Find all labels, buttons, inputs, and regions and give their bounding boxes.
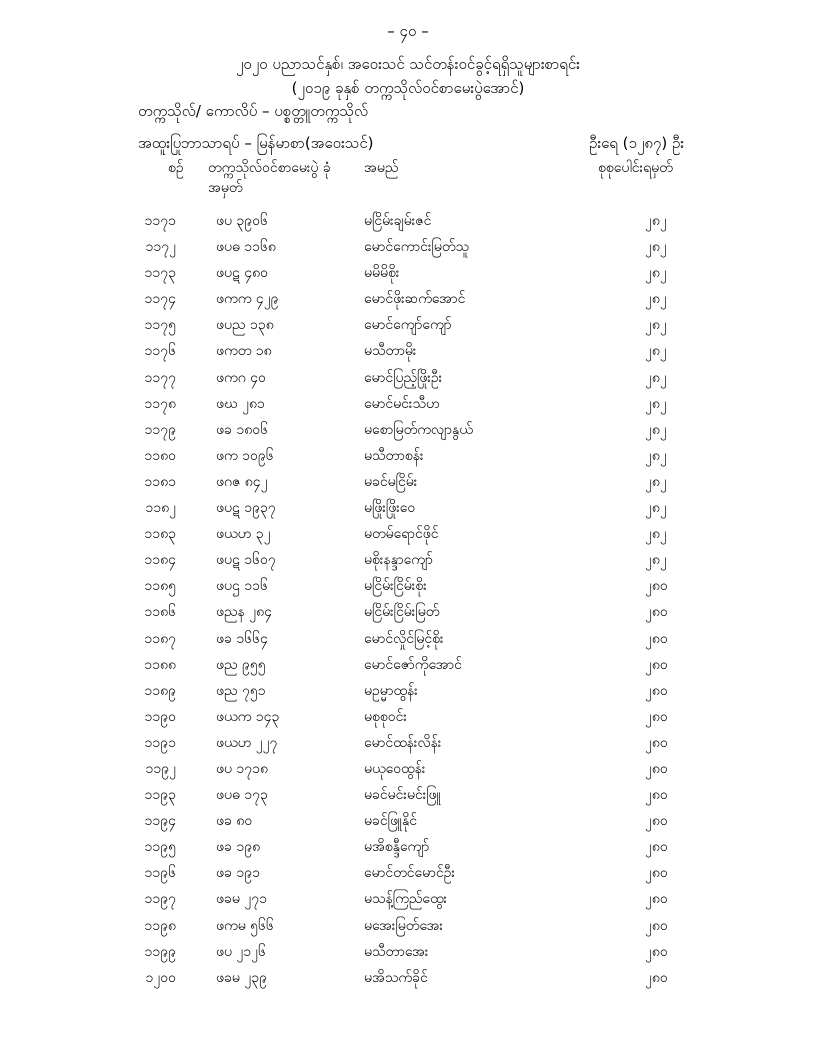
row-exam-roll: ဖယက ၁၄၃ <box>216 708 280 725</box>
row-student-name: မောင်မင်းသီဟ <box>364 395 440 412</box>
row-serial-no: ၁၁၈၄ <box>144 552 176 569</box>
row-student-name: မောင်ဇော်ကိုအောင် <box>364 656 462 673</box>
row-total-marks: ၂၈၂ <box>645 500 667 517</box>
row-exam-roll: ဖညန ၂၈၄ <box>216 604 272 621</box>
row-student-name: မောင်ကောင်းမြတ်သူ <box>364 239 470 256</box>
header-total-marks: စုစုပေါင်းရမှတ် <box>598 160 673 176</box>
row-exam-roll: ဖယဟ ၂၂၇ <box>216 734 278 751</box>
row-student-name: မခင်ဖြူနိုင် <box>364 813 418 830</box>
table-row <box>0 262 816 288</box>
row-serial-no: ၁၁၉၁ <box>144 734 176 751</box>
row-student-name: မငြိမ်းငြိမ်းစိုး <box>364 578 427 595</box>
row-student-name: မစောမြတ်ကလျာနွယ် <box>364 421 473 438</box>
row-total-marks: ၂၈၂ <box>645 473 667 490</box>
row-total-marks: ၂၈၀ <box>645 760 668 777</box>
row-student-name: မအိစန္ဒီကျော် <box>364 839 430 856</box>
row-exam-roll: ဖပဋ ၁၆၀၇ <box>216 552 276 569</box>
row-exam-roll: ဖည ၇၅၁ <box>216 682 266 699</box>
row-total-marks: ၂၈၀ <box>645 604 668 621</box>
row-exam-roll: ဖကတ ၁၈ <box>216 343 272 360</box>
table-row <box>0 628 816 654</box>
row-exam-roll: ဖပဓ ၁၁၆၈ <box>216 239 276 256</box>
table-row <box>0 680 816 706</box>
row-serial-no: ၁၁၈၆ <box>144 604 176 621</box>
row-total-marks: ၂၈၀ <box>645 917 668 934</box>
table-row <box>0 419 816 445</box>
row-serial-no: ၁၁၉၈ <box>144 917 176 934</box>
row-student-name: မသီတာအေး <box>364 943 429 960</box>
row-student-name: မအိသက်ခိုင် <box>364 969 428 986</box>
row-total-marks: ၂၈၀ <box>645 708 668 725</box>
title-line-2: (၂၀၁၉ ခုနှစ် တက္ကသိုလ်ဝင်စာမေးပွဲအောင်) <box>291 79 525 97</box>
row-exam-roll: ဖည ၉၅၅ <box>216 656 266 673</box>
row-serial-no: ၁၁၈၉ <box>144 682 176 699</box>
table-row <box>0 941 816 967</box>
row-exam-roll: ဖပဋ ၄၈၀ <box>216 265 268 282</box>
row-student-name: မသီတာမိုး <box>364 343 417 360</box>
table-row <box>0 862 816 888</box>
row-student-name: မောင်တင်မောင်ဦး <box>364 865 455 882</box>
row-total-marks: ၂၈၀ <box>645 865 668 882</box>
row-student-name: မောင်ထန်းလိန်း <box>364 734 442 751</box>
row-student-name: မောင်ဖိုးဆက်အောင် <box>364 291 466 308</box>
row-student-name: မခင်မင်းမင်းဖြူ <box>364 787 441 804</box>
table-row <box>0 393 816 419</box>
row-total-marks: ၂၈၂ <box>645 552 667 569</box>
row-serial-no: ၁၁၉၂ <box>145 760 176 777</box>
row-exam-roll: ဖပ ၁၇၁၈ <box>216 760 269 777</box>
row-serial-no: ၁၁၉၀ <box>144 708 176 725</box>
row-exam-roll: ဖခ ၁၆၆၄ <box>216 630 268 647</box>
row-exam-roll: ဖက ၁၀၉၆ <box>216 447 274 464</box>
table-row <box>0 471 816 497</box>
table-row <box>0 784 816 810</box>
row-exam-roll: ဖယဟ ၃၂ <box>216 526 271 543</box>
row-serial-no: ၁၁၉၅ <box>144 839 176 856</box>
row-total-marks: ၂၈၀ <box>645 682 668 699</box>
header-exam-roll: တက္ကသိုလ်ဝင်စာမေးပွဲ ခုံအမှတ် <box>208 160 331 196</box>
row-total-marks: ၂၈၀ <box>645 943 668 960</box>
row-serial-no: ၁၁၇၃ <box>144 265 176 282</box>
title-line-1: ၂၀၂၀ ပညာသင်နှစ်၊ အဝေးသင် သင်တန်းဝင်ခွင့်ရရှိသူများစာရင်း <box>236 55 580 73</box>
row-student-name: မငြိမ်းချမ်းဇင် <box>364 213 432 229</box>
row-exam-roll: ဖပဓ ၁၇၃ <box>216 787 268 804</box>
table-row <box>0 497 816 523</box>
table-row <box>0 836 816 862</box>
header-serial-no: စဉ် <box>168 160 184 176</box>
row-exam-roll: ဖခမ ၂၃၉ <box>216 969 267 986</box>
page-number: – ၄၀ – <box>387 22 429 40</box>
row-serial-no: ၁၁၇၂ <box>145 239 176 256</box>
student-count: ဦးရေ (၁၂၈၇) ဦး <box>589 134 685 152</box>
row-total-marks: ၂၈၂ <box>645 395 667 412</box>
row-exam-roll: ဖခ ၁၈၀၆ <box>216 421 268 438</box>
row-serial-no: ၁၁၉၇ <box>144 891 176 908</box>
row-total-marks: ၂၈၂ <box>645 317 667 334</box>
row-total-marks: ၂၈၂ <box>645 265 667 282</box>
row-total-marks: ၂၈၂ <box>645 239 667 256</box>
table-row <box>0 288 816 314</box>
row-exam-roll: ဖပဋ ၁၉၃၇ <box>216 500 276 517</box>
row-total-marks: ၂၈၂ <box>645 526 667 543</box>
row-serial-no: ၁၁၇၁ <box>144 213 176 229</box>
row-total-marks: ၂၈၀ <box>645 813 668 830</box>
row-serial-no: ၁၁၈၀ <box>144 447 176 464</box>
row-student-name: မယုဝေထွန်း <box>364 760 426 777</box>
table-row <box>0 706 816 732</box>
table-row <box>0 367 816 393</box>
row-student-name: မဥမ္မာထွန်း <box>364 682 418 699</box>
table-row <box>0 445 816 471</box>
row-exam-roll: ဖခ ၈၀ <box>216 813 253 830</box>
row-serial-no: ၁၁၉၉ <box>144 943 176 960</box>
table-row <box>0 654 816 680</box>
row-exam-roll: ဖကမ ၅၆၆ <box>216 917 274 934</box>
row-serial-no: ၁၁၈၃ <box>144 526 176 543</box>
row-serial-no: ၁၁၈၇ <box>144 630 176 647</box>
row-student-name: မငြိမ်းငြိမ်းမြတ် <box>364 604 440 621</box>
row-total-marks: ၂၈၀ <box>645 891 668 908</box>
row-serial-no: ၁၁၈၅ <box>144 578 176 595</box>
row-serial-no: ၁၁၇၇ <box>144 369 176 386</box>
row-total-marks: ၂၈၀ <box>645 734 668 751</box>
row-student-name: မမိမိစိုး <box>364 265 400 282</box>
student-list <box>0 210 816 993</box>
row-exam-roll: ဖပ ၃၉၀၆ <box>216 213 268 229</box>
row-exam-roll: ဖဂဇ ၈၄၂ <box>216 473 268 490</box>
row-exam-roll: ဖခမ ၂၇၁ <box>216 891 267 908</box>
row-student-name: မစုစုဝင်း <box>364 708 407 725</box>
table-row <box>0 340 816 366</box>
row-serial-no: ၁၁၇၄ <box>144 291 176 308</box>
row-student-name: မသန့်ကြည်ထွေး <box>364 891 448 908</box>
row-total-marks: ၂၈၀ <box>645 656 668 673</box>
row-student-name: မတမ်ရောင်ဖိုင် <box>364 526 439 543</box>
row-student-name: မစိုးနန္ဒာကျော် <box>364 552 433 569</box>
row-exam-roll: ဖကဂ ၄၀ <box>216 369 266 386</box>
table-row <box>0 575 816 601</box>
row-serial-no: ၁၁၇၅ <box>144 317 176 334</box>
row-serial-no: ၁၁၈၈ <box>144 656 176 673</box>
row-exam-roll: ဖကက ၄၂၉ <box>216 291 279 308</box>
row-total-marks: ၂၈၀ <box>645 630 668 647</box>
row-student-name: မခင်မငြိမ်း <box>364 473 418 490</box>
table-row <box>0 810 816 836</box>
row-serial-no: ၁၁၉၆ <box>144 865 176 882</box>
row-serial-no: ၁၁၇၈ <box>144 395 176 412</box>
row-total-marks: ၂၈၂ <box>645 291 667 308</box>
table-row <box>0 523 816 549</box>
table-row <box>0 549 816 575</box>
table-row <box>0 314 816 340</box>
row-exam-roll: ဖပည ၁၃၈ <box>216 317 274 334</box>
row-total-marks: ၂၈၂ <box>645 343 667 360</box>
row-total-marks: ၂၈၂ <box>645 421 667 438</box>
row-total-marks: ၂၈၀ <box>645 578 668 595</box>
row-serial-no: ၁၁၇၉ <box>144 421 176 438</box>
table-row <box>0 967 816 993</box>
row-total-marks: ၂၈၀ <box>645 969 668 986</box>
row-serial-no: ၁၁၈၂ <box>145 500 176 517</box>
row-exam-roll: ဖခ ၁၉၈ <box>216 839 261 856</box>
row-student-name: မဖြိုးဖြိုးဝေ <box>364 500 416 517</box>
row-exam-roll: ဖခ ၁၉၁ <box>216 865 260 882</box>
row-serial-no: ၁၁၉၃ <box>144 787 176 804</box>
row-total-marks: ၂၈၂ <box>645 213 667 229</box>
table-row <box>0 732 816 758</box>
table-row <box>0 210 816 236</box>
table-row <box>0 758 816 784</box>
row-total-marks: ၂၈၂ <box>645 369 667 386</box>
row-serial-no: ၁၁၉၄ <box>144 813 176 830</box>
subject-line: အထူးပြုဘာသာရပ် – မြန်မာစာ(အဝေးသင်) <box>138 134 374 152</box>
row-student-name: မောင်ကျော်ကျော် <box>364 317 452 334</box>
university-line: တက္ကသိုလ်/ ကောလိပ် – ပစ္စတ္တူတက္ကသိုလ် <box>138 102 369 120</box>
row-student-name: မောင်ပြည့်ဖြိုးဦး <box>364 369 443 386</box>
row-serial-no: ၁၁၈၁ <box>144 473 176 490</box>
row-total-marks: ၂၈၂ <box>645 447 667 464</box>
row-exam-roll: ဖပဌ ၁၁၆ <box>216 578 268 595</box>
row-student-name: မအေးမြတ်အေး <box>364 917 443 934</box>
row-exam-roll: ဖဃ ၂၈၁ <box>216 395 265 412</box>
table-row <box>0 601 816 627</box>
row-serial-no: ၁၂၀၀ <box>145 969 176 986</box>
table-row <box>0 236 816 262</box>
row-total-marks: ၂၈၀ <box>645 787 668 804</box>
table-row <box>0 915 816 941</box>
row-serial-no: ၁၁၇၆ <box>144 343 176 360</box>
row-student-name: မောင်လှိုင်မြင့်စိုး <box>364 630 444 647</box>
header-name: အမည် <box>364 160 399 176</box>
table-row <box>0 888 816 914</box>
document-title <box>0 52 816 100</box>
row-total-marks: ၂၈၀ <box>645 839 668 856</box>
row-student-name: မသီတာစန်း <box>364 447 424 464</box>
row-exam-roll: ဖပ ၂၁၂၆ <box>216 943 266 960</box>
